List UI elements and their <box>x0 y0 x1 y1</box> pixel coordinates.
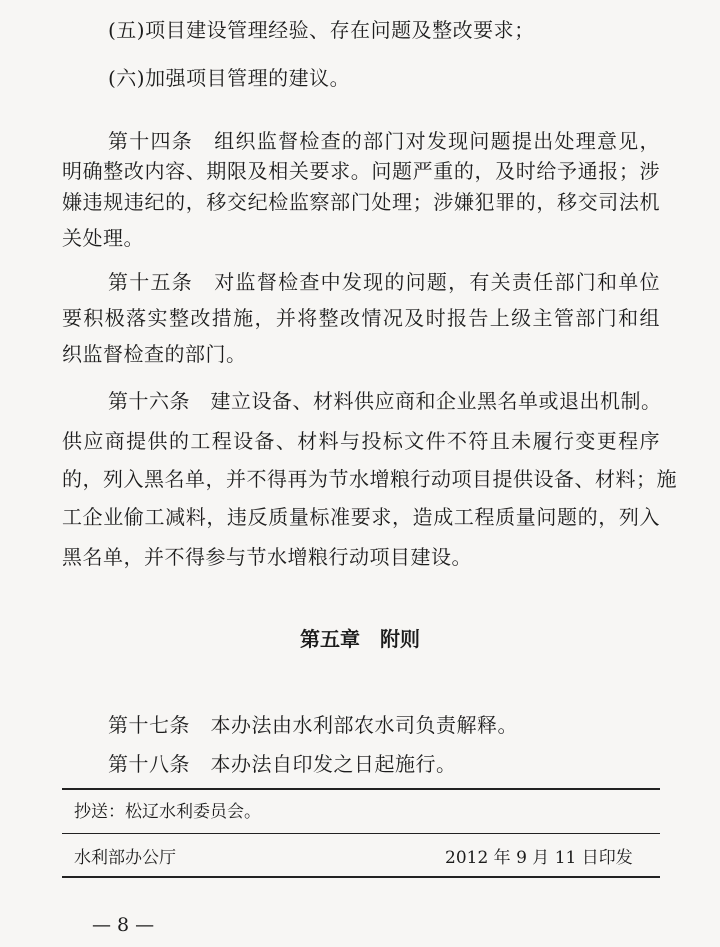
cc-line: 抄送：松辽水利委员会。 <box>74 802 261 822</box>
article-18: 第十八条 本办法自印发之日起施行。 <box>108 752 457 776</box>
article-14-line-1: 第十四条 组织监督检查的部门对发现问题提出处理意见， <box>108 129 660 153</box>
item-6: (六)加强项目管理的建议。 <box>108 66 351 90</box>
article-14-line-2: 明确整改内容、期限及相关要求。问题严重的，及时给予通报；涉 <box>62 159 660 183</box>
article-15-line-2: 要积极落实整改措施，并将整改情况及时报告上级主管部门和组 <box>62 306 660 330</box>
article-14-line-4: 关处理。 <box>62 226 144 250</box>
article-16-line-1: 第十六条 建立设备、材料供应商和企业黑名单或退出机制。 <box>108 389 662 413</box>
issue-date: 2012 年 9 月 11 日印发 <box>445 848 633 868</box>
article-17: 第十七条 本办法由水利部农水司负责解释。 <box>108 713 518 737</box>
article-16-line-5: 黑名单，并不得参与节水增粮行动项目建设。 <box>62 545 472 569</box>
footer-middle-rule <box>62 833 660 834</box>
item-5: (五)项目建设管理经验、存在问题及整改要求； <box>108 18 535 42</box>
page-number: — 8 — <box>92 914 155 936</box>
article-14-line-3: 嫌违规违纪的，移交纪检监察部门处理；涉嫌犯罪的，移交司法机 <box>62 190 660 214</box>
article-16-line-3: 的，列入黑名单，并不得再为节水增粮行动项目提供设备、材料；施 <box>62 467 677 491</box>
footer-top-rule <box>62 788 660 790</box>
article-16-line-4: 工企业偷工减料，违反质量标准要求，造成工程质量问题的，列入 <box>62 505 660 529</box>
issuer: 水利部办公厅 <box>74 848 176 868</box>
footer-bottom-rule <box>62 876 660 878</box>
article-16-line-2: 供应商提供的工程设备、材料与投标文件不符且未履行变更程序 <box>62 429 660 453</box>
chapter-title: 第五章 附则 <box>300 627 420 651</box>
article-15-line-1: 第十五条 对监督检查中发现的问题，有关责任部门和单位 <box>108 270 660 294</box>
article-15-line-3: 织监督检查的部门。 <box>62 342 247 366</box>
